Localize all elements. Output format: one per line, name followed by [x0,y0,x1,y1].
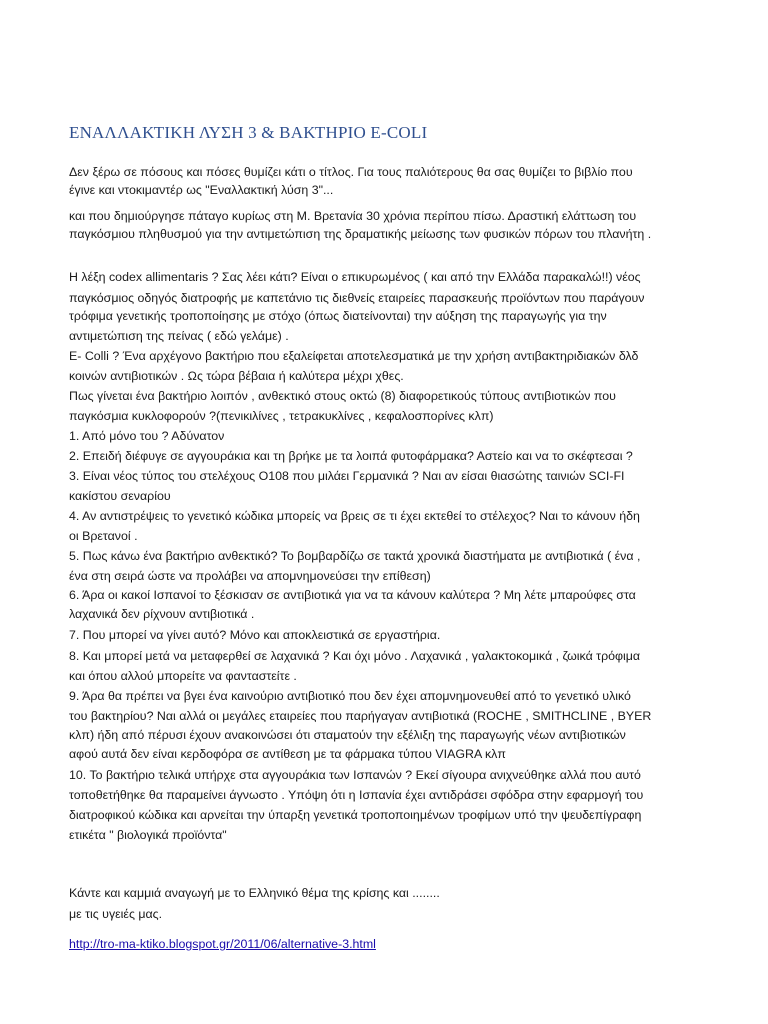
text-line: τοποθετήθηκε θα παραμείνει άγνωστο . Υπόψη ότι η Ισπανία έχει αντιδράσει σφόδρα στην εφαρμογή του [69,788,644,802]
text-line: κοινών αντιβιοτικών . Ως τώρα βέβαια ή καλύτερα μέχρι χθες. [69,369,404,383]
text-line: Κάντε και καμμιά αναγωγή με το Ελληνικό θέμα της κρίσης και ........ [69,886,440,900]
source-link[interactable]: http://tro-ma-ktiko.blogspot.gr/2011/06/alternative-3.html [69,937,376,951]
text-line: Πως γίνεται ένα βακτήριο λοιπόν , ανθεκτικό στους οκτώ (8) διαφορετικούς τύπους αντιβιοτικών που [69,389,616,403]
text-line: έγινε και ντοκιμαντέρ ως "Εναλλακτική λύση 3"... [69,183,334,197]
text-line: παγκόσμια κυκλοφορούν ?(πενικιλίνες , τετρακυκλίνες , κεφαλοσπορίνες κλπ) [69,409,494,423]
text-line: τρόφιμα γενετικής τροποποίησης με στόχο (όπως διατείνονται) την αύξηση της παραγωγής για την [69,309,607,323]
text-line: και που δημιούργησε πάταγο κυρίως στη Μ. Βρετανία 30 χρόνια περίπου πίσω. Δραστική ελάττωση του [69,209,637,223]
text-line: κακίστου σεναρίου [69,489,171,503]
text-line: 1. Από μόνο του ? Αδύνατον [69,429,225,443]
text-line: ετικέτα " βιολογικά προϊόντα" [69,828,227,842]
text-line: 2. Επειδή διέφυγε σε αγγουράκια και τη βρήκε με τα λοιπά φυτοφάρμακα? Αστείο και να το σκέφτεσαι ? [69,449,633,463]
text-line: 8. Και μπορεί μετά να μεταφερθεί σε λαχανικά ? Και όχι μόνο . Λαχανικά , γαλακτοκομικά , ζωικά τρόφιμα [69,649,641,663]
text-line: αντιμετώπιση της πείνας ( εδώ γελάμε) . [69,329,289,343]
page-title: ΕΝΑΛΛΑΚΤΙΚΗ ΛΥΣΗ 3 & ΒΑΚΤΗΡΙΟ E-COLI [69,123,428,142]
text-line: του βακτηρίου? Ναι αλλά οι μεγάλες εταιρείες που παρήγαγαν αντιβιοτικά (ROCHE , SMITHCLINE , BYER [69,709,652,723]
text-line: 9. Άρα θα πρέπει να βγει ένα καινούριο αντιβιοτικό που δεν έχει απομνημονευθεί από το γενετικό υλικό [69,689,631,703]
text-line: με τις υγειές μας. [69,907,163,921]
text-line: 3. Είναι νέος τύπος του στελέχους O108 που μιλάει Γερμανικά ? Ναι αν είσαι θιασώτης ταινιών SCI-FI [69,469,625,483]
text-line: 10. Το βακτήριο τελικά υπήρχε στα αγγουράκια των Ισπανών ? Εκεί σίγουρα ανιχνεύθηκε αλλά που αυτό [69,768,641,782]
text-line: 6. Άρα οι κακοί Ισπανοί το ξέσκισαν σε αντιβιοτικά για να τα κάνουν καλύτερα ? Μη λέτε μπαρούφες στα [69,588,636,602]
text-line: 5. Πως κάνω ένα βακτήριο ανθεκτικό? Το βομβαρδίζω σε τακτά χρονικά διαστήματα με αντιβιοτικά ( ένα , [69,549,641,563]
text-line: Δεν ξέρω σε πόσους και πόσες θυμίζει κάτι ο τίτλος. Για τους παλιότερους θα σας θυμίζει το βιβλίο που [69,165,633,179]
text-line: λαχανικά δεν ρίχνουν αντιβιοτικά . [69,607,255,621]
text-line: οι Βρετανοί . [69,529,138,543]
text-line: παγκόσμιου πληθυσμού για την αντιμετώπιση της δραματικής μείωσης των φυσικών πόρων του πλανήτη . [69,227,652,241]
text-line: E- Colli ? Ένα αρχέγονο βακτήριο που εξαλείφεται αποτελεσματικά με την χρήση αντιβακτηριδιακών δλδ [69,349,639,363]
text-line: διατροφικού κώδικα και αρνείται την ύπαρξη γενετικά τροποποιημένων τροφίμων υπό την ψευδεπίγραφη [69,808,642,822]
text-line: ένα στη σειρά ώστε να προλάβει να απομνημονεύσει την επίθεση) [69,569,431,583]
text-line: 7. Που μπορεί να γίνει αυτό? Μόνο και αποκλειστικά σε εργαστήρια. [69,628,441,642]
text-line: παγκόσμιος οδηγός διατροφής με καπετάνιο τις διεθνείς εταιρείες παρασκευής προϊόντων που παράγουν [69,291,645,305]
text-line: αφού αυτά δεν είναι κερδοφόρα σε αντίθεση με τα φάρμακα τύπου VIAGRA κλπ [69,747,506,761]
text-line: και όπου αλλού μπορείτε να φανταστείτε . [69,669,297,683]
text-line: Η λέξη codex allimentaris ? Σας λέει κάτι? Είναι ο επικυρωμένος ( και από την Ελλάδα παρακαλώ!!) νέος [69,270,641,284]
text-line: κλπ) ήδη από πέρυσι έχουν ανακοινώσει ότι σταματούν την εξέλιξη της παραγωγής νέων αντιβιοτικών [69,728,626,742]
text-line: 4. Αν αντιστρέψεις το γενετικό κώδικα μπορείς να βρεις σε τι έχει εκτεθεί το στέλεχος? Ναι το κάνουν ήδη [69,509,640,523]
